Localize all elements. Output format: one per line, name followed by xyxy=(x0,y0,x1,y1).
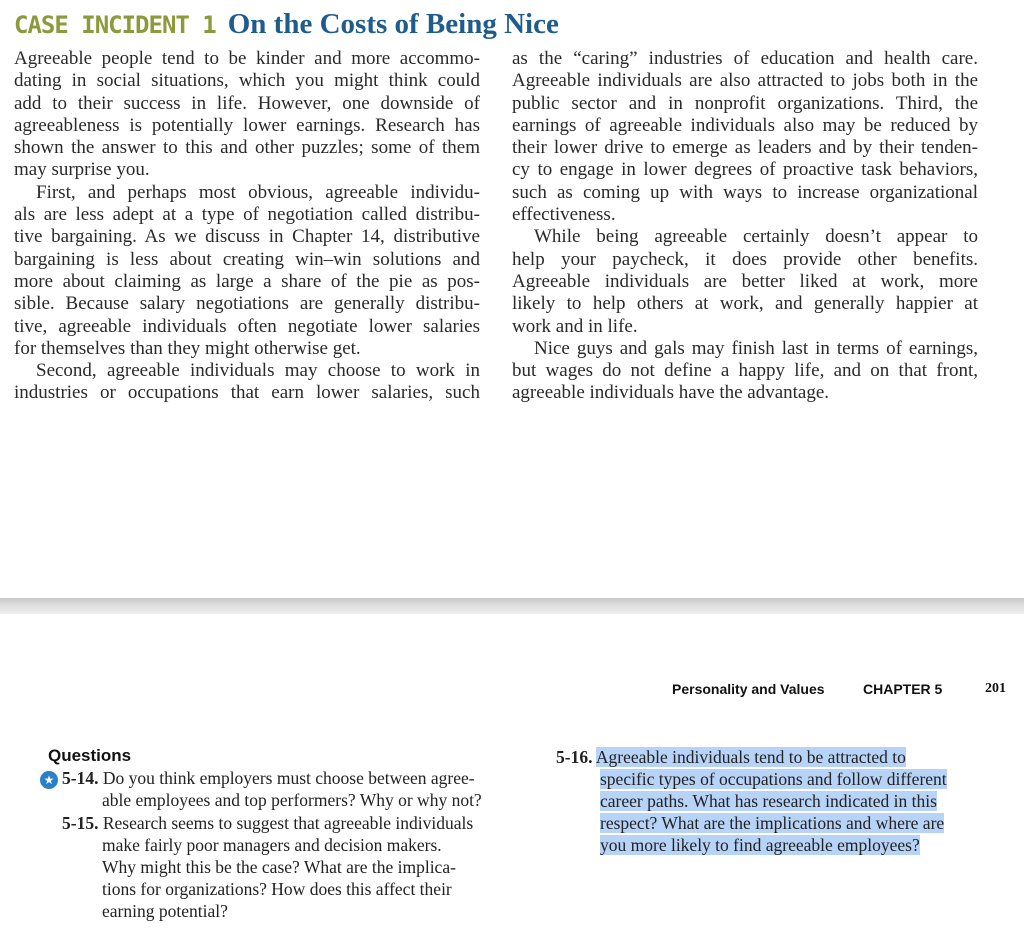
text-line: work and in life. xyxy=(512,315,638,337)
question-text: tions for organizations? How does this affect their xyxy=(102,879,452,899)
text-line: dating in social situations, which you might think could xyxy=(14,70,480,92)
text-line: als are less adept at a type of negotiation called distribu- xyxy=(14,204,480,226)
question-text: make fairly poor managers and decision makers. xyxy=(102,835,442,855)
text-line: as the “caring” industries of education and health care. xyxy=(512,48,978,69)
question-text: earning potential? xyxy=(102,901,228,921)
text-line: industries or occupations that earn lower salaries, such xyxy=(14,382,480,404)
running-head-chapter: CHAPTER 5 xyxy=(863,681,943,697)
text-line: agreeable individuals have the advantage. xyxy=(512,382,830,404)
case-label: CASE INCIDENT 1 xyxy=(14,11,216,39)
text-line: for themselves than they might otherwise get. xyxy=(14,337,361,359)
question-text: Why might this be the case? What are the implica- xyxy=(102,857,456,877)
star-icon[interactable]: ★ xyxy=(40,771,58,789)
question-text: Do you think employers must choose between agree- xyxy=(102,768,475,788)
text-line: help your paycheck, it does provide other benefits. xyxy=(512,248,978,270)
text-line: Second, agreeable individuals may choose to work in xyxy=(36,360,480,382)
page-number: 201 xyxy=(985,681,1006,696)
question-number: 5-15. xyxy=(62,813,99,833)
question-5-16 xyxy=(556,746,906,768)
page-divider xyxy=(0,598,1024,614)
text-line: First, and perhaps most obvious, agreeable individu- xyxy=(36,181,480,203)
highlighted-question-text[interactable]: specific types of occupations and follow different xyxy=(600,769,947,789)
text-line: more about claiming as large a share of the pie as pos- xyxy=(14,270,480,292)
text-line: sible. Because salary negotiations are generally distribu- xyxy=(14,293,480,315)
question-text: Research seems to suggest that agreeable individuals xyxy=(102,813,474,833)
text-line: tive bargaining. As we discuss in Chapter 14, distributive xyxy=(14,226,480,248)
question-number: 5-16. xyxy=(556,747,593,767)
running-head-chapter-title: Personality and Values xyxy=(672,681,825,697)
text-line: shown the answer to this and other puzzles; some of them xyxy=(14,137,480,159)
text-line: may surprise you. xyxy=(14,159,150,181)
highlighted-question-text[interactable]: career paths. What has research indicated in this xyxy=(600,791,937,811)
text-line: Agreeable individuals are also attracted to jobs both in the xyxy=(512,70,978,92)
text-line: While being agreeable certainly doesn’t appear to xyxy=(534,226,978,248)
right-text-column xyxy=(512,48,978,405)
text-line: add to their success in life. However, one downside of xyxy=(14,92,480,114)
highlighted-question-text[interactable]: Agreeable individuals tend to be attracted to xyxy=(595,747,906,767)
question-number: 5-14. xyxy=(62,768,99,788)
text-line: Agreeable people tend to be kinder and more accommo- xyxy=(14,48,480,69)
text-line: public sector and in nonprofit organizations. Third, the xyxy=(512,92,978,114)
text-line: effectiveness. xyxy=(512,204,616,226)
question-5-16-line-5 xyxy=(600,834,920,856)
left-text-column xyxy=(14,48,480,405)
question-text: able employees and top performers? Why or why not? xyxy=(102,790,482,810)
text-line: such as coming up with ways to increase organizational xyxy=(512,181,978,203)
highlighted-question-text[interactable]: respect? What are the implications and where are xyxy=(600,813,945,833)
text-line: cy to engage in lower degrees of proactive task behaviors, xyxy=(512,159,978,181)
case-title: On the Costs of Being Nice xyxy=(227,8,559,40)
text-line: likely to help others at work, and generally happier at xyxy=(512,293,978,315)
highlighted-question-text[interactable]: you more likely to find agreeable employees? xyxy=(600,835,920,855)
question-5-16-line-2 xyxy=(600,768,947,790)
text-line: earnings of agreeable individuals also may be reduced by xyxy=(512,114,978,136)
question-5-16-line-4 xyxy=(600,812,944,834)
question-5-16-line-3 xyxy=(600,790,937,812)
text-line: but wages do not define a happy life, and on that front, xyxy=(512,360,978,382)
case-incident-heading xyxy=(14,8,559,42)
text-line: bargaining is less about creating win–win solutions and xyxy=(14,248,480,270)
questions-heading: Questions xyxy=(48,746,132,765)
text-line: agreeableness is potentially lower earnings. Research has xyxy=(14,114,480,136)
question-5-14 xyxy=(62,767,475,789)
text-line: Agreeable individuals are better liked at work, more xyxy=(512,270,978,292)
text-line: Nice guys and gals may finish last in terms of earnings, xyxy=(534,337,978,359)
text-line: tive, agreeable individuals often negotiate lower salaries xyxy=(14,315,480,337)
text-line: their lower drive to emerge as leaders and by their tenden- xyxy=(512,137,978,159)
question-5-15 xyxy=(62,812,473,834)
